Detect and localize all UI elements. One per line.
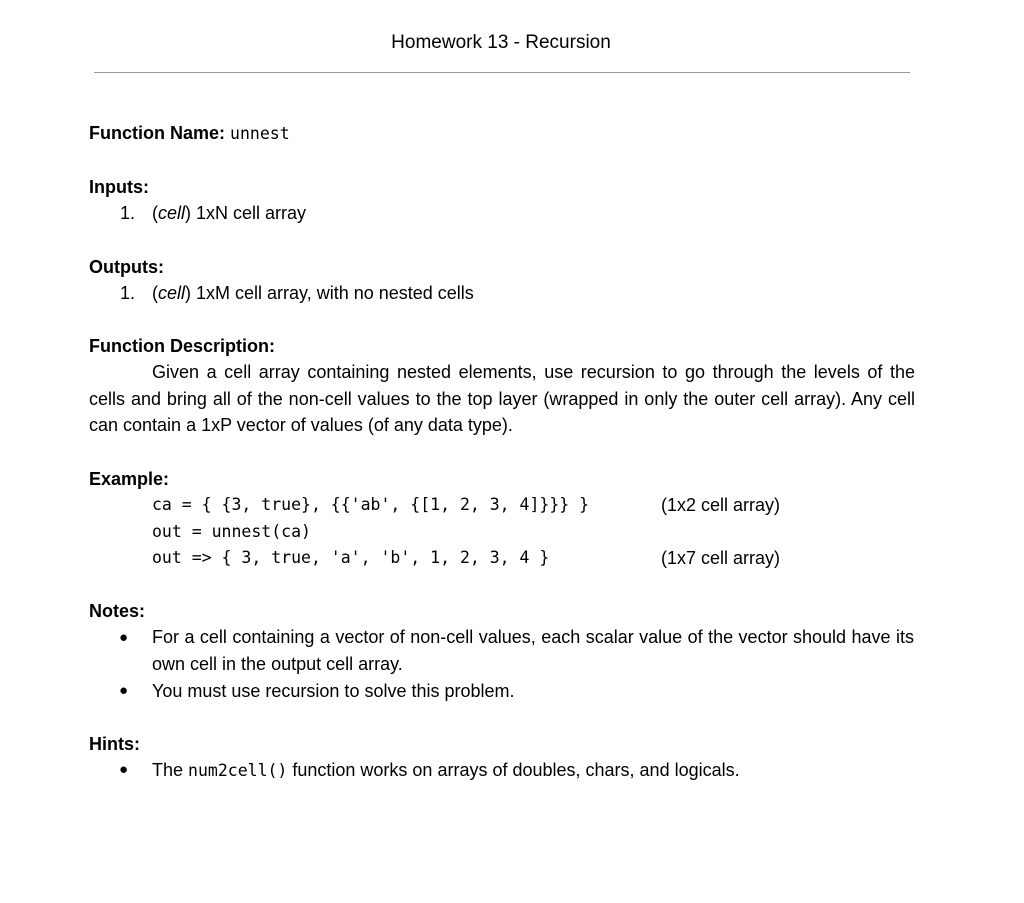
inputs-item-type: cell	[158, 203, 186, 223]
bullet-icon: ●	[119, 629, 129, 646]
notes-label: Notes:	[89, 601, 146, 621]
outputs-item-description: 1xM cell array, with no nested cells	[196, 283, 474, 303]
example-code-note: (1x2 cell array)	[661, 495, 781, 515]
function-name-label: Function Name:	[89, 123, 226, 143]
bullet-icon: ●	[119, 682, 129, 699]
hints-item	[152, 759, 740, 782]
hints-item-prefix: The	[152, 760, 189, 780]
inputs-item: (cell) 1xN cell array	[152, 203, 307, 223]
example-code-line: ca = { {3, true}, {{'ab', {[1, 2, 3, 4]}}} }	[152, 495, 590, 514]
example-code-line: out => { 3, true, 'a', 'b', 1, 2, 3, 4 }	[152, 548, 550, 567]
function-description-text: Given a cell array containing nested elements, use recursion to go through the levels of the cells and bring all of the non-cell values to the top layer (wrapped in only the outer cell array). Any cell can contain a 1xP vector of values (of any data type).	[89, 362, 915, 435]
inputs-item-description: 1xN cell array	[196, 203, 307, 223]
bullet-icon: ●	[119, 761, 129, 778]
outputs-item-type: cell	[158, 283, 186, 303]
example-label: Example:	[89, 469, 170, 489]
header-divider	[94, 72, 910, 73]
inputs-item-number: 1.	[120, 203, 136, 223]
page-header-title: Homework 13 - Recursion	[391, 32, 611, 53]
outputs-label: Outputs:	[89, 257, 164, 277]
hints-label: Hints:	[89, 734, 140, 754]
function-description-label: Function Description:	[89, 336, 275, 356]
hints-item-suffix: function works on arrays of doubles, chars, and logicals.	[287, 760, 740, 780]
outputs-item: (cell) 1xM cell array, with no nested cells	[152, 283, 474, 303]
outputs-item-number: 1.	[120, 283, 136, 303]
function-name-row	[89, 122, 290, 145]
inputs-label: Inputs:	[89, 177, 149, 197]
notes-item: For a cell containing a vector of non-cell values, each scalar value of the vector should have its own cell in the output cell array.	[152, 627, 914, 674]
example-code-line: out = unnest(ca)	[152, 522, 311, 541]
example-code-note: (1x7 cell array)	[661, 548, 781, 568]
notes-item: You must use recursion to solve this problem.	[152, 681, 515, 701]
hints-item-code: num2cell()	[188, 761, 288, 780]
function-name-value: unnest	[230, 124, 290, 143]
